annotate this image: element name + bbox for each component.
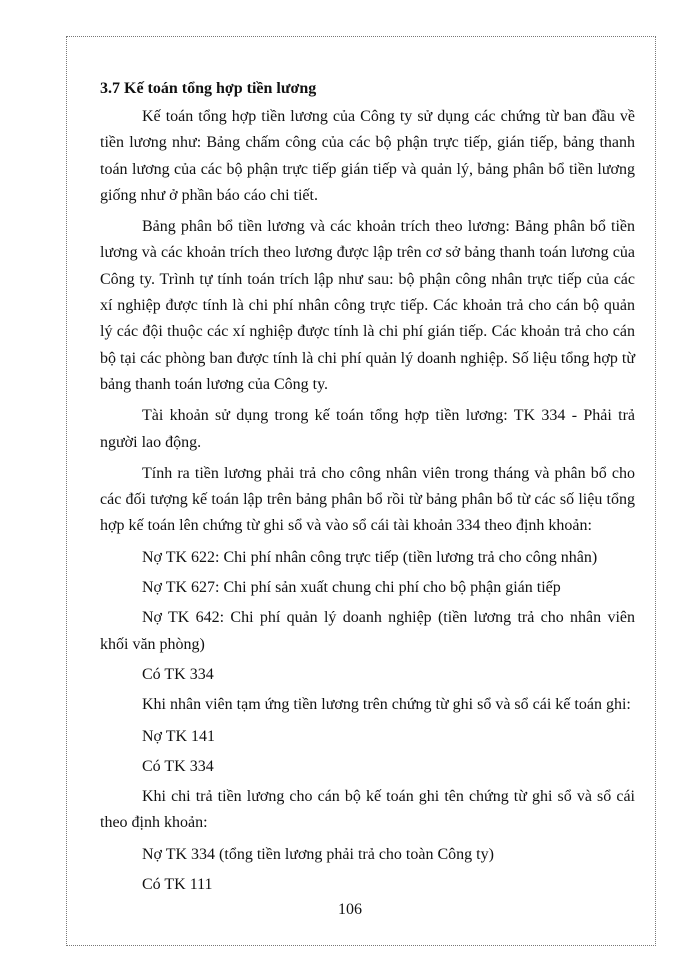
paragraph-intro: Kế toán tổng hợp tiền lương của Công ty sử dụng các chứng từ ban đầu về tiền lương như: Bảng chấm công của các bộ phận trực tiếp, gián tiếp, bảng thanh toán lương của các bộ phận trực tiếp gián tiếp và quản lý, bảng phân bổ tiền lương giống như ở phần báo cáo chi tiết. [100, 108, 635, 204]
entry-credit-334-advance: Có TK 334 [142, 757, 214, 775]
paragraph-account: Tài khoản sử dụng trong kế toán tổng hợp tiền lương: TK 334 - Phải trả người lao động. [100, 407, 635, 451]
paragraph-calculation: Tính ra tiền lương phải trả cho công nhân viên trong tháng và phân bổ cho các đối tượng kế toán lập trên bảng phân bổ rồi từ bảng phân bổ từ các số liệu tổng hợp kế toán lên chứng từ ghi sổ và vào sổ cái tài khoản 334 theo định khoản: [100, 464, 635, 535]
page-content [100, 76, 635, 902]
entry-debit-141: Nợ TK 141 [142, 727, 216, 745]
entry-debit-622: Nợ TK 622: Chi phí nhân công trực tiếp (tiền lương trả cho công nhân) [142, 548, 598, 566]
page-number: 106 [338, 901, 362, 918]
paragraph-advance: Khi nhân viên tạm ứng tiền lương trên chứng từ ghi sổ và sổ cái kế toán ghi: [142, 696, 631, 714]
entry-credit-334: Có TK 334 [142, 665, 214, 683]
entry-debit-334: Nợ TK 334 (tổng tiền lương phải trả cho toàn Công ty) [142, 845, 494, 863]
entry-credit-111: Có TK 111 [142, 876, 213, 894]
paragraph-payment: Khi chi trả tiền lương cho cán bộ kế toán ghi tên chứng từ ghi sổ và sổ cái theo định khoản: [100, 788, 635, 832]
entry-debit-642: Nợ TK 642: Chi phí quản lý doanh nghiệp (tiền lương trả cho nhân viên khối văn phòng) [100, 609, 635, 653]
entry-debit-627: Nợ TK 627: Chi phí sản xuất chung chi phí cho bộ phận gián tiếp [142, 579, 561, 597]
section-heading: 3.7 Kế toán tổng hợp tiền lương [100, 80, 317, 97]
paragraph-allocation: Bảng phân bổ tiền lương và các khoản trích theo lương: Bảng phân bổ tiền lương và các khoản trích theo lương được lập trên cơ sở bảng thanh toán lương của Công ty. Trình tự tính toán trích lập như sau: bộ phận công nhân trực tiếp của các xí nghiệp được tính là chi phí nhân công trực tiếp. Các khoản trả cho cán bộ quản lý các đội thuộc các xí nghiệp được tính là chi phí gián tiếp. Các khoản trả cho cán bộ tại các phòng ban được tính là chi phí quản lý doanh nghiệp. Số liệu tổng hợp từ bảng thanh toán lương của Công ty. [100, 218, 635, 393]
